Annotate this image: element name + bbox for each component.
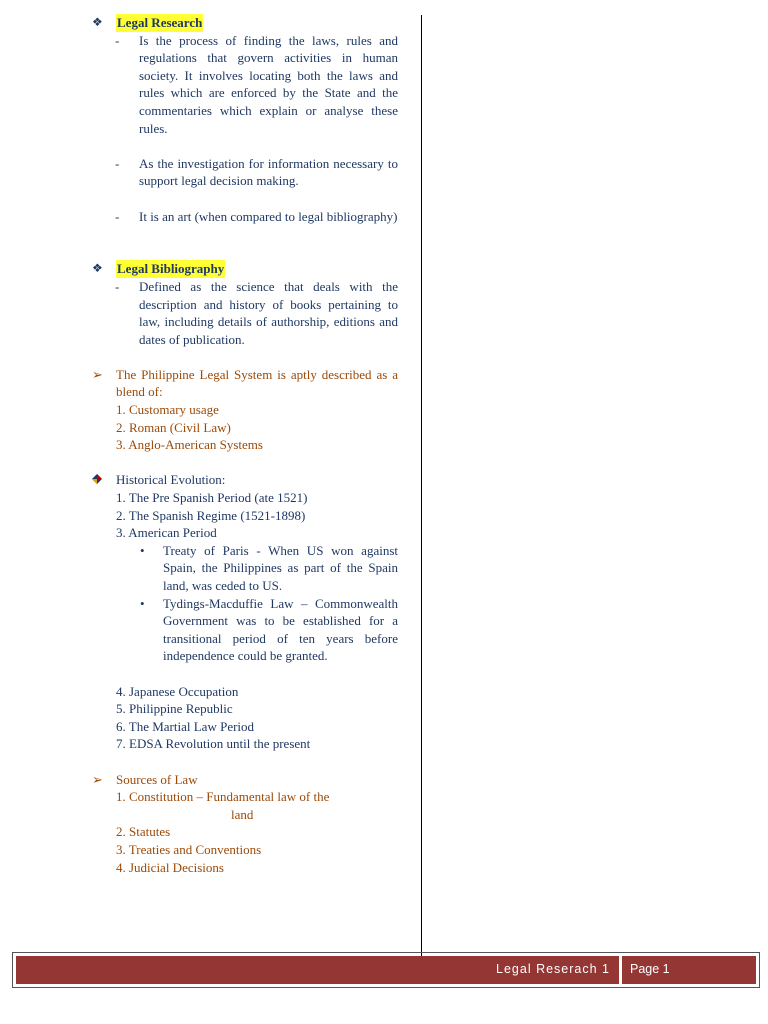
sources-of-law-heading-row: [92, 771, 398, 789]
list-item: 1. Customary usage: [116, 402, 219, 418]
dot-bullet-icon: •: [140, 542, 145, 558]
legal-bibliography-heading-row: [92, 260, 398, 278]
dash-bullet-icon: -: [115, 155, 120, 171]
list-item: • Tydings-Macduffie Law – Commonwealth Government was to be established for a transitional period of ten years before independence could be granted.: [92, 595, 398, 665]
dash-bullet-icon: -: [115, 278, 120, 294]
philippine-system-paragraph: ➢ The Philippine Legal System is aptly described as a blend of:: [92, 366, 398, 400]
diamond-bullet-icon: ❖: [92, 15, 103, 29]
flag-bullet-icon: [92, 471, 116, 489]
list-item: 3. American Period: [116, 525, 217, 541]
list-item: 3. Anglo-American Systems: [116, 437, 263, 453]
historical-evolution-heading-row: [92, 471, 398, 489]
sources-of-law-heading: Sources of Law: [116, 771, 198, 787]
list-item: - Defined as the science that deals with the description and history of books pertaining to law, including details of authorship, editions and dates of publication.: [92, 278, 398, 348]
list-item: - Is the process of finding the laws, rules and regulations that govern activities in human society. It involves locating both the laws and rules which are enforced by the State and the commentaries which explain or analyse these rules.: [92, 32, 398, 138]
legal-bibliography-heading: Legal Bibliography: [117, 261, 225, 277]
list-item: • Treaty of Paris - When US won against Spain, the Philippines as part of the Spain land, was ceded to US.: [92, 542, 398, 595]
legal-research-heading-row: [92, 14, 398, 32]
list-item: 1. The Pre Spanish Period (ate 1521): [116, 490, 308, 506]
list-item: 7. EDSA Revolution until the present: [116, 736, 311, 752]
list-item: 2. Roman (Civil Law): [116, 419, 231, 435]
column-divider: [421, 15, 422, 965]
list-item: - It is an art (when compared to legal bibliography): [92, 208, 398, 226]
page-number: Page 1: [630, 962, 670, 976]
list-item: 3. Treaties and Conventions: [116, 841, 262, 857]
list-item: 5. Philippine Republic: [116, 701, 233, 717]
footer-title: Legal Reserach 1: [496, 962, 610, 976]
list-item: - As the investigation for information necessary to support legal decision making.: [92, 155, 398, 190]
list-item: 6. The Martial Law Period: [116, 718, 255, 734]
list-item: 4. Japanese Occupation: [116, 683, 239, 699]
arrow-bullet-icon: ➢: [92, 366, 103, 382]
list-item: 1. Constitution – Fundamental law of the: [116, 789, 330, 805]
dash-bullet-icon: -: [115, 208, 120, 224]
list-item: 2. The Spanish Regime (1521-1898): [116, 507, 306, 523]
arrow-bullet-icon: ➢: [92, 771, 103, 787]
list-item: 4. Judicial Decisions: [116, 859, 224, 875]
footer-separator: [619, 956, 622, 984]
dash-bullet-icon: -: [115, 32, 120, 48]
diamond-bullet-icon: ❖: [92, 261, 103, 276]
historical-evolution-heading: Historical Evolution:: [116, 472, 226, 488]
legal-research-heading: Legal Research: [117, 15, 203, 30]
dot-bullet-icon: •: [140, 595, 145, 611]
page-content: [92, 14, 398, 876]
list-item: 2. Statutes: [116, 824, 171, 840]
list-item-continuation: land: [231, 806, 254, 822]
